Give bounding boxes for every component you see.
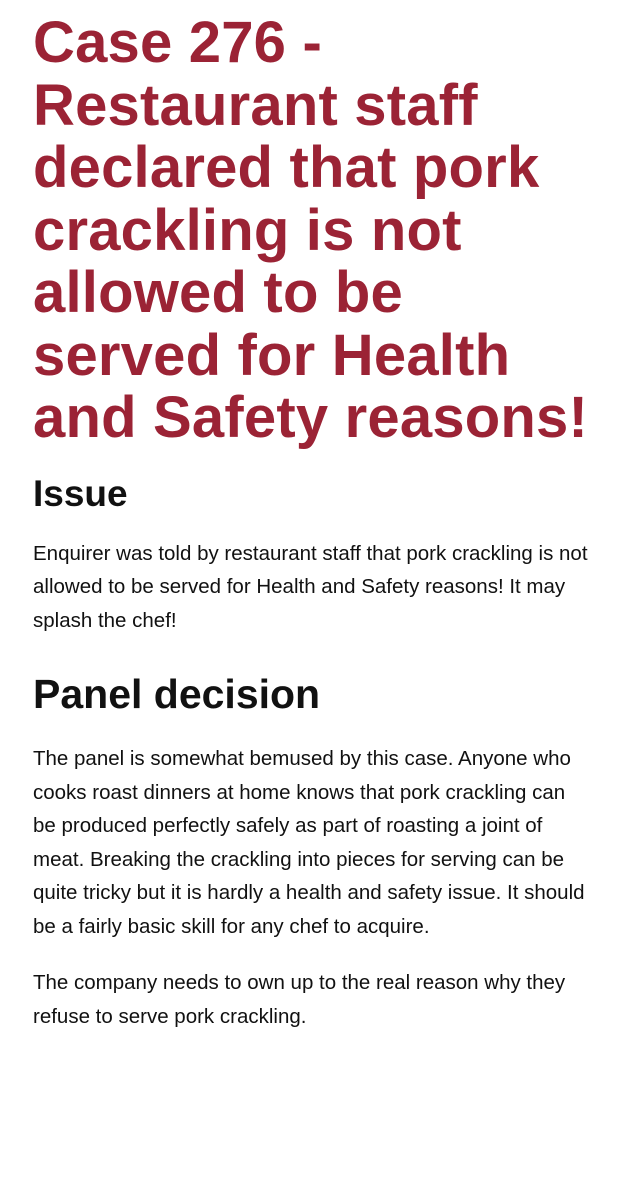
issue-heading: Issue xyxy=(33,472,128,514)
panel-decision-paragraph: The panel is somewhat bemused by this case. Anyone who cooks roast dinners at home knows that pork crackling can be produced perfectly safely as part of roasting a joint of meat. Breaking the crackling into pieces for serving can be quite tricky but it is hardly a health and safety issue. It should be a fairly basic skill for any chef to acquire. xyxy=(33,747,585,938)
case-title: Case 276 - Restaurant staff declared that pork crackling is not allowed to be served for Health and Safety reasons! xyxy=(33,10,588,450)
issue-text: Enquirer was told by restaurant staff that pork crackling is not allowed to be served for Health and Safety reasons! It may splash the chef! xyxy=(33,541,588,632)
panel-decision-heading: Panel decision xyxy=(33,671,321,717)
panel-decision-paragraph: The company needs to own up to the real reason why they refuse to serve pork crackling. xyxy=(33,971,566,1028)
